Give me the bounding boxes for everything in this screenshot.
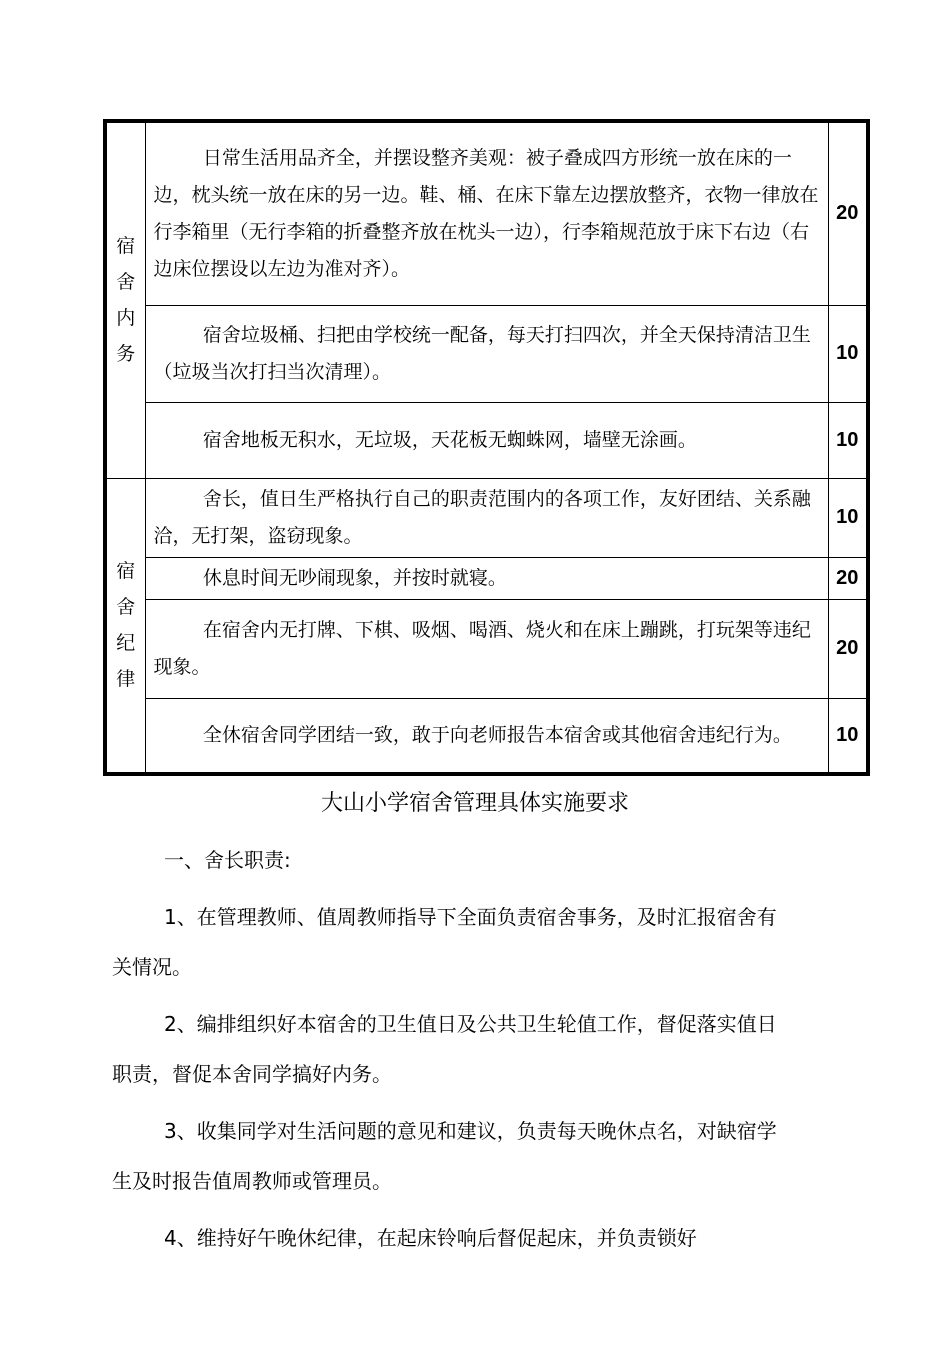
- score-cell: 10: [828, 698, 868, 774]
- table-row: [105, 121, 868, 305]
- criterion-cell: [145, 599, 828, 698]
- table-row: [105, 305, 868, 402]
- dormitory-score-table: [103, 119, 870, 776]
- table-row: [105, 557, 868, 599]
- table-row: [105, 599, 868, 698]
- criterion-text: 宿舍垃圾桶、扫把由学校统一配备，每天打扫四次，并全天保持清洁卫生（垃圾当次打扫当次清理）。: [153, 323, 811, 383]
- duty-paragraph: 2、编排组织好本宿舍的卫生值日及公共卫生轮值工作，督促落实值日职责，督促本舍同学搞好内务。: [112, 1012, 777, 1086]
- criterion-cell: [145, 478, 828, 557]
- duty-paragraph: 1、在管理教师、值周教师指导下全面负责宿舍事务，及时汇报宿舍有关情况。: [112, 905, 777, 979]
- score-cell: 20: [828, 121, 868, 305]
- table-row: [105, 402, 868, 478]
- table-row: [105, 478, 868, 557]
- category-label: 宿舍纪律: [116, 560, 136, 691]
- section-heading: 一、舍长职责:: [164, 848, 291, 872]
- duty-paragraph: 3、收集同学对生活问题的意见和建议，负责每天晚休点名，对缺宿学生及时报告值周教师或管理员。: [112, 1119, 777, 1193]
- document-body: [112, 835, 777, 1270]
- score-cell: 10: [828, 478, 868, 557]
- score-cell: 20: [828, 557, 868, 599]
- score-cell: 10: [828, 402, 868, 478]
- criterion-cell: [145, 121, 828, 305]
- category-cell: [105, 121, 145, 478]
- criterion-text: 全休宿舍同学团结一致，敢于向老师报告本宿舍或其他宿舍违纪行为。: [202, 723, 792, 746]
- criterion-text: 日常生活用品齐全，并摆设整齐美观：被子叠成四方形统一放在床的一边，枕头统一放在床的另一边。鞋、桶、在床下靠左边摆放整齐，衣物一律放在行李箱里（无行李箱的折叠整齐放在枕头一边），行李箱规范放于床下右边（右边床位摆设以左边为准对齐）。: [153, 146, 819, 280]
- criterion-cell: [145, 402, 828, 478]
- category-label: 宿舍内务: [116, 235, 136, 366]
- document-title: 大山小学宿舍管理具体实施要求: [320, 791, 629, 816]
- category-cell: [105, 478, 145, 774]
- score-cell: 20: [828, 599, 868, 698]
- table-row: [105, 698, 868, 774]
- criterion-text: 宿舍地板无积水，无垃圾，天花板无蜘蛛网，墙壁无涂画。: [202, 428, 697, 451]
- criterion-text: 舍长，值日生严格执行自己的职责范围内的各项工作，友好团结、关系融洽，无打架，盗窃现象。: [153, 487, 811, 547]
- criterion-cell: [145, 305, 828, 402]
- criterion-cell: [145, 557, 828, 599]
- criterion-cell: [145, 698, 828, 774]
- duty-paragraph: 4、维持好午晚休纪律，在起床铃响后督促起床，并负责锁好: [164, 1226, 697, 1250]
- criterion-text: 休息时间无吵闹现象，并按时就寝。: [202, 566, 507, 589]
- criterion-text: 在宿舍内无打牌、下棋、吸烟、喝酒、烧火和在床上蹦跳，打玩架等违纪现象。: [153, 618, 811, 678]
- score-cell: 10: [828, 305, 868, 402]
